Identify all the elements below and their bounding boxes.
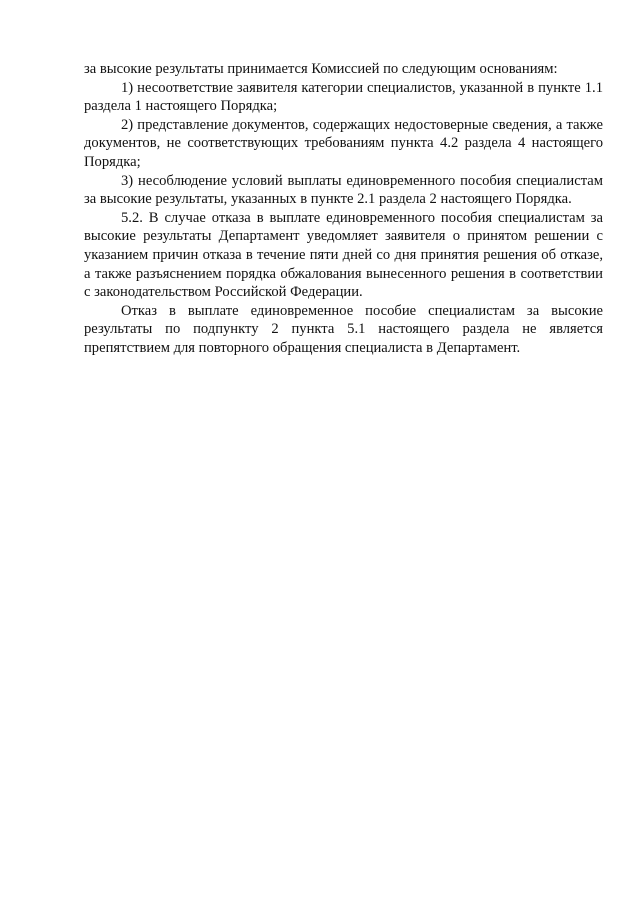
paragraph-item-2: 2) представление документов, содержащих недостоверные сведения, а также документов, не соответствующих требованиям пункта 4.2 раздела 4 настоящего Порядка;	[84, 116, 603, 170]
paragraph-item-1: 1) несоответствие заявителя категории специалистов, указанной в пункте 1.1 раздела 1 настоящего Порядка;	[84, 79, 603, 115]
paragraph-section-5-2: 5.2. В случае отказа в выплате единовременного пособия специалистам за высокие результаты Департамент уведомляет заявителя о принятом решении с указанием причин отказа в течение пяти дней со дня принятия решения об отказе, а также разъяснением порядка обжалования вынесенного решения в соответствии с законодательством Российской Федерации.	[84, 209, 603, 301]
paragraph-continuation: за высокие результаты принимается Комиссией по следующим основаниям:	[84, 61, 558, 77]
paragraph-item-3: 3) несоблюдение условий выплаты единовременного пособия специалистам за высокие результаты, указанных в пункте 2.1 раздела 2 настоящего Порядка.	[84, 172, 603, 208]
document-page	[84, 60, 603, 358]
paragraph-refusal-note: Отказ в выплате единовременное пособие специалистам за высокие результаты по подпункту 2 пункта 5.1 настоящего раздела не является препятствием для повторного обращения специалиста в Департамент.	[84, 302, 603, 356]
